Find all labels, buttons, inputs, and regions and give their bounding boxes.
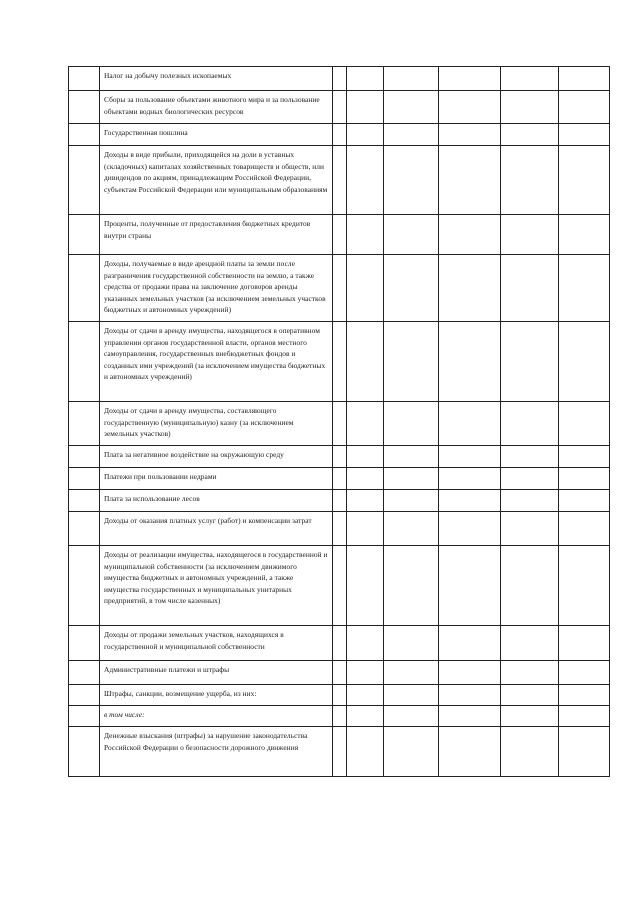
row-label: Доходы от реализации имущества, находящегося в государственной и муниципальной собственности (за исключением движимого имущества бюджетных и автономных учреждений, а также имущества государственных и муниципальных унитарных предприятий, в том числе казенных) <box>104 550 328 606</box>
table-cell <box>559 685 610 706</box>
table-cell <box>347 215 384 255</box>
table-cell <box>333 124 347 146</box>
table-cell <box>100 124 333 146</box>
table-cell <box>439 446 501 468</box>
table-cell <box>69 446 100 468</box>
table-row <box>69 468 610 490</box>
table-cell <box>559 215 610 255</box>
row-label: Плата за негативное воздействие на окружающую среду <box>104 450 284 459</box>
table-cell <box>100 685 333 706</box>
table-cell <box>333 402 347 446</box>
table-cell <box>100 490 333 512</box>
table-cell <box>384 402 439 446</box>
table-cell <box>501 215 559 255</box>
table-cell <box>69 255 100 322</box>
table-cell <box>559 124 610 146</box>
table-cell <box>333 255 347 322</box>
table-cell <box>439 546 501 626</box>
table-cell <box>333 706 347 727</box>
table-cell <box>100 402 333 446</box>
table-cell <box>347 67 384 91</box>
row-label: Доходы, получаемые в виде арендной платы за земли после разграничения государственной собственности на землю, а также средства от продажи права на заключение договоров аренды указанных земельных участков (за исключением земельных участков бюджетных и автономных учреждений) <box>104 259 326 315</box>
table-cell <box>333 626 347 661</box>
table-cell <box>347 146 384 215</box>
table-cell <box>347 626 384 661</box>
table-cell <box>501 626 559 661</box>
table-cell <box>69 322 100 402</box>
table-cell <box>559 727 610 777</box>
table-cell <box>333 322 347 402</box>
table-cell <box>384 490 439 512</box>
table-cell <box>384 255 439 322</box>
row-label: Налог на добычу полезных ископаемых <box>104 71 232 80</box>
table-row <box>69 255 610 322</box>
table-cell <box>333 215 347 255</box>
table-cell <box>384 146 439 215</box>
table-cell <box>333 446 347 468</box>
table-cell <box>69 661 100 685</box>
row-label: Штрафы, санкции, возмещение ущерба, из них: <box>104 689 257 698</box>
table-row <box>69 706 610 727</box>
table-cell <box>439 685 501 706</box>
table-cell <box>501 490 559 512</box>
table-row <box>69 146 610 215</box>
table-cell <box>69 626 100 661</box>
table-cell <box>501 322 559 402</box>
row-label: Доходы в виде прибыли, приходящейся на доли в уставных (складочных) капиталах хозяйственных товариществ и обществ, или дивидендов по акциям, принадлежащим Российской Федерации, субъектам Российской Федерации или муниципальным образованиям <box>104 150 328 194</box>
table-cell <box>333 91 347 124</box>
table-cell <box>333 727 347 777</box>
table-cell <box>100 146 333 215</box>
table-cell <box>333 468 347 490</box>
table-cell <box>559 146 610 215</box>
table-cell <box>69 91 100 124</box>
table-cell <box>559 91 610 124</box>
revenue-table <box>68 66 610 777</box>
table-cell <box>439 402 501 446</box>
table-cell <box>333 512 347 546</box>
table-cell <box>384 685 439 706</box>
table-row <box>69 91 610 124</box>
table-row <box>69 215 610 255</box>
table-cell <box>501 468 559 490</box>
table-cell <box>559 706 610 727</box>
table-cell <box>559 626 610 661</box>
table-row <box>69 322 610 402</box>
table-cell <box>100 546 333 626</box>
table-cell <box>501 402 559 446</box>
table-cell <box>559 468 610 490</box>
table-row <box>69 124 610 146</box>
table-cell <box>384 468 439 490</box>
table-cell <box>559 255 610 322</box>
table-cell <box>439 706 501 727</box>
table-cell <box>559 490 610 512</box>
table-cell <box>501 685 559 706</box>
table-cell <box>100 322 333 402</box>
table-row <box>69 727 610 777</box>
table-cell <box>69 685 100 706</box>
table-cell <box>439 626 501 661</box>
table-cell <box>501 255 559 322</box>
table-cell <box>347 490 384 512</box>
row-label: Административные платежи и штрафы <box>104 665 230 674</box>
table-cell <box>439 512 501 546</box>
table-cell <box>333 146 347 215</box>
table-cell <box>100 661 333 685</box>
table-cell <box>439 91 501 124</box>
row-label: Платежи при пользовании недрами <box>104 472 217 481</box>
table-cell <box>100 215 333 255</box>
table-cell <box>333 661 347 685</box>
table-cell <box>347 706 384 727</box>
table-row <box>69 546 610 626</box>
table-cell <box>69 468 100 490</box>
table-cell <box>69 124 100 146</box>
row-label: в том числе: <box>104 710 145 719</box>
table-cell <box>69 512 100 546</box>
table-cell <box>347 727 384 777</box>
table-cell <box>559 402 610 446</box>
row-label: Проценты, полученные от предоставления бюджетных кредитов внутри страны <box>104 219 311 240</box>
table-cell <box>347 402 384 446</box>
table-cell <box>347 91 384 124</box>
table-row <box>69 446 610 468</box>
table-cell <box>439 124 501 146</box>
table-cell <box>347 446 384 468</box>
table-cell <box>69 402 100 446</box>
table-cell <box>559 512 610 546</box>
row-label: Доходы от сдачи в аренду имущества, находящегося в оперативном управлении органов государственной власти, органов местного самоуправления, государственных внебюджетных фондов и созданных ими учреждений (за исключением имущества бюджетных и автономных учреждений) <box>104 326 326 382</box>
table-cell <box>439 727 501 777</box>
table-cell <box>69 546 100 626</box>
table-row <box>69 512 610 546</box>
table-cell <box>501 661 559 685</box>
table-cell <box>559 446 610 468</box>
table-cell <box>501 727 559 777</box>
table-cell <box>501 706 559 727</box>
table-cell <box>100 67 333 91</box>
table-row <box>69 685 610 706</box>
table-cell <box>439 215 501 255</box>
table-cell <box>439 661 501 685</box>
table-cell <box>100 512 333 546</box>
table-cell <box>100 706 333 727</box>
table-cell <box>100 91 333 124</box>
table-cell <box>347 255 384 322</box>
table-cell <box>384 91 439 124</box>
table-cell <box>69 706 100 727</box>
table-cell <box>559 661 610 685</box>
table-cell <box>384 322 439 402</box>
table-cell <box>439 468 501 490</box>
table-cell <box>100 446 333 468</box>
table-cell <box>439 67 501 91</box>
row-label: Государственная пошлина <box>104 128 188 137</box>
table-cell <box>69 146 100 215</box>
table-cell <box>69 215 100 255</box>
table-cell <box>100 727 333 777</box>
table-cell <box>384 67 439 91</box>
row-label: Доходы от оказания платных услуг (работ) и компенсации затрат <box>104 516 312 525</box>
table-cell <box>559 67 610 91</box>
table-cell <box>501 67 559 91</box>
table-cell <box>69 490 100 512</box>
table-cell <box>384 124 439 146</box>
table-cell <box>69 727 100 777</box>
table-row <box>69 67 610 91</box>
table-cell <box>347 685 384 706</box>
table-cell <box>439 490 501 512</box>
table-cell <box>347 124 384 146</box>
row-label: Сборы за пользование объектами животного мира и за пользование объектами водных биологических ресурсов <box>104 95 320 116</box>
row-label: Доходы от продажи земельных участков, находящихся в государственной и муниципальной собственности <box>104 630 284 651</box>
table-cell <box>501 446 559 468</box>
table-cell <box>559 546 610 626</box>
table-cell <box>384 446 439 468</box>
table-cell <box>384 215 439 255</box>
table-row <box>69 626 610 661</box>
table-cell <box>333 490 347 512</box>
table-cell <box>347 546 384 626</box>
table-cell <box>347 512 384 546</box>
table-cell <box>501 512 559 546</box>
table-cell <box>501 124 559 146</box>
row-label: Доходы от сдачи в аренду имущества, составляющего государственную (муниципальную) казну (за исключением земельных участков) <box>104 406 294 439</box>
table-cell <box>439 322 501 402</box>
table-cell <box>69 67 100 91</box>
table-cell <box>384 661 439 685</box>
table-cell <box>384 706 439 727</box>
table-cell <box>347 468 384 490</box>
table-row <box>69 402 610 446</box>
table-cell <box>559 322 610 402</box>
table-cell <box>501 546 559 626</box>
table-cell <box>439 255 501 322</box>
table-cell <box>333 685 347 706</box>
table-cell <box>384 727 439 777</box>
table-cell <box>100 255 333 322</box>
table-cell <box>384 512 439 546</box>
table-cell <box>384 546 439 626</box>
table-cell <box>333 546 347 626</box>
table-cell <box>439 146 501 215</box>
row-label: Плата за использование лесов <box>104 494 200 503</box>
table-row <box>69 490 610 512</box>
row-label: Денежные взыскания (штрафы) за нарушение законодательства Российской Федерации о безопасности дорожного движения <box>104 731 308 752</box>
table-cell <box>333 67 347 91</box>
table-cell <box>384 626 439 661</box>
table-cell <box>100 468 333 490</box>
table-cell <box>347 322 384 402</box>
table-cell <box>100 626 333 661</box>
table-cell <box>501 91 559 124</box>
table-row <box>69 661 610 685</box>
table-cell <box>347 661 384 685</box>
table-cell <box>501 146 559 215</box>
